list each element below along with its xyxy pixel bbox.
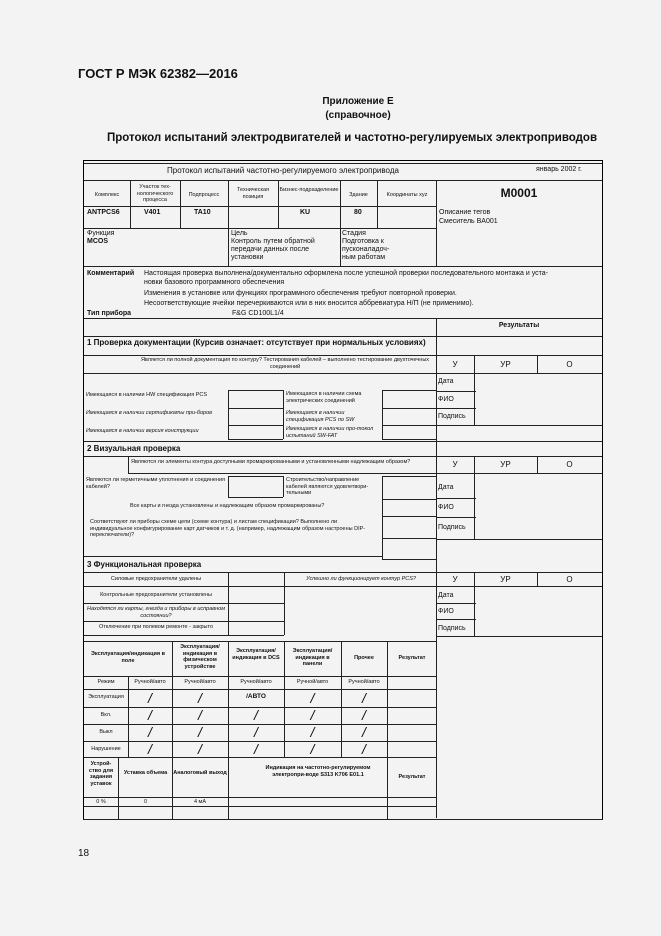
- op-cell: /: [362, 724, 366, 740]
- op-mode-value: Ручной/авто: [240, 679, 272, 685]
- purpose-value: Контроль путем обратной передачи данных после установки: [231, 238, 315, 261]
- op-cell: /: [254, 707, 258, 723]
- s1-col-ur: УР: [500, 360, 511, 369]
- device-type-label: Тип прибора: [87, 310, 132, 317]
- value-subprocess: TA10: [194, 209, 211, 216]
- op-cell: /: [198, 741, 202, 757]
- appendix-note: (справочное): [325, 110, 391, 121]
- s2-col-ur: УР: [500, 460, 511, 469]
- op-mode-value: Ручной/авто: [348, 679, 380, 685]
- value-complex: ANTPCS6: [87, 209, 120, 216]
- device-type-value: F&G CD100L1/4: [232, 310, 284, 317]
- op-cell: /: [148, 724, 152, 740]
- s1-item-sw-fat: Имеющаяся в наличии про-токол испытаний SW-FAT: [286, 426, 374, 439]
- value-building: 80: [354, 209, 362, 216]
- col-header-building: Здание: [349, 192, 368, 198]
- comment-line-2: новки базового программного обеспечения: [144, 279, 285, 286]
- s1-item-certificates: Имеющаяся в наличии сертификаты при-боров: [86, 410, 213, 416]
- section-1-question: Является ли полной документация по контуру? Тестирования кабелей – выполнено тестирование двухточечных соединений: [140, 357, 430, 370]
- op-mode-value: Ручной/авто: [184, 679, 216, 685]
- section-2-question: Являются ли элементы контура доступными промаркированными и установленными надлежащим образом?: [131, 459, 411, 465]
- op-cell: /: [148, 690, 152, 706]
- s1-item-hw-spec: Имеющаяся в наличии HW спецификация PCS: [86, 392, 208, 398]
- stage-value: Подготовка к пусконаладоч-ным работам: [342, 238, 390, 261]
- set-header-result: Результат: [398, 774, 426, 780]
- col-header-coords: Координаты xyz: [386, 192, 428, 198]
- op-cell: /: [362, 690, 366, 706]
- protocol-date: январь 2002 г.: [536, 166, 582, 173]
- op-header-physical: Эксплуатация/индикация в физическом устройстве: [180, 644, 220, 670]
- comment-line-4: Несоответствующие ячейки перечеркиваются или в них вносится аббревиатура Н/П (не применимо).: [144, 300, 474, 307]
- protocol-code: M0001: [500, 186, 538, 200]
- op-cell: /: [148, 741, 152, 757]
- s2-fio-label: ФИО: [438, 504, 454, 511]
- op-cell: /: [148, 707, 152, 723]
- set-header-device: Устрой-ство для задания уставок: [88, 761, 114, 787]
- description-label: Описание тегов: [439, 209, 491, 216]
- value-section: V401: [144, 209, 161, 216]
- comment-line-1: Настоящая проверка выполнена/документально оформлена после успешной проверки последовательного монтажа и уста-: [144, 270, 549, 277]
- op-header-dcs: Эксплуатация/индикация в DCS: [232, 648, 280, 661]
- set-value-setpoint: 0: [143, 799, 148, 805]
- s2-date-label: Дата: [438, 484, 454, 491]
- document-title: Протокол испытаний электродвигателей и частотно-регулируемых электроприводов: [106, 132, 598, 144]
- results-label: Результаты: [498, 322, 540, 329]
- section-3-title: 3 Функциональная проверка: [87, 560, 202, 569]
- op-header-field: Эксплуатация/индикация в поле: [91, 651, 165, 664]
- s2-item-seals: Являются ли герметичными уплотнения и соединения кабелей?: [86, 477, 226, 490]
- function-value: MCOS: [87, 238, 108, 245]
- s3-col-ur: УР: [500, 575, 511, 584]
- op-row-label: Вкл.: [100, 712, 112, 718]
- s1-item-construction: Имеющаяся в наличии версия конструкции: [86, 428, 199, 434]
- op-mode-value: Ручной/авто: [296, 679, 329, 685]
- op-row-label: Выкл: [99, 729, 113, 735]
- s1-item-wiring-diagram: Имеющаяся в наличии схема электрических соединений: [286, 391, 362, 404]
- standard-title: ГОСТ Р МЭК 62382—2016: [78, 66, 238, 81]
- page-number: 18: [78, 848, 90, 859]
- description-value: Смеситель BA001: [439, 218, 498, 225]
- s3-item-field-repair: Отключение при полевом ремонте - закрыто: [98, 624, 214, 630]
- col-header-position: Техническая позиция: [236, 187, 270, 200]
- s2-signature-label: Подпись: [438, 524, 466, 531]
- s1-date-label: Дата: [438, 378, 454, 385]
- op-cell: /: [310, 741, 315, 757]
- op-mode-label: Режим: [97, 679, 115, 685]
- s3-date-label: Дата: [438, 592, 454, 599]
- value-unit: KU: [300, 209, 311, 216]
- s3-signature-label: Подпись: [438, 625, 466, 632]
- s1-item-sw-spec: Имеющаяся в наличии спецификация PCS по SW: [286, 410, 355, 423]
- stage-label: Стадия: [342, 230, 366, 237]
- protocol-heading: Протокол испытаний частотно-регулируемого электропривода: [167, 166, 399, 175]
- set-header-analog: Аналоговый выход: [173, 770, 227, 776]
- purpose-label: Цель: [231, 230, 248, 237]
- s2-col-u: У: [452, 460, 458, 469]
- op-cell: /: [310, 724, 315, 740]
- s3-item-power-fuses: Силовые предохранители удалены: [110, 576, 202, 582]
- op-row-label: Нарушение: [91, 746, 121, 752]
- set-value-device: 0 %: [96, 799, 106, 805]
- s1-col-u: У: [452, 360, 458, 369]
- section-2-title: 2 Визуальная проверка: [87, 444, 181, 453]
- section-1-title: 1 Проверка документации (Курсив означает: отсутствует при нормальных условиях): [87, 338, 426, 347]
- col-header-complex: Комплекс: [94, 192, 120, 198]
- s3-col-o: О: [566, 575, 573, 584]
- s3-item-pcs-loop: Успешно ли функционирует контур PCS?: [306, 576, 416, 582]
- function-label: Функция: [87, 230, 115, 237]
- s3-col-u: У: [452, 575, 458, 584]
- s2-item-conformity: Соответствуют ли приборы схеме цепи (схеме контура) и листам спецификации? Выполнено ли индивидуальное конфигурирование карт датчиков и т. д. (например, надлежащим образом настроены DIP-переключатели)?: [90, 519, 366, 538]
- set-value-analog: 4 мА: [193, 799, 207, 805]
- s3-item-cards-ok: Находятся ли карты, гнезда и приборы в исправном состоянии?: [86, 606, 226, 619]
- op-mode-value: Ручной/авто: [134, 679, 166, 685]
- op-cell: /: [254, 724, 258, 740]
- set-header-setpoint: Уставка объема: [123, 770, 168, 776]
- op-header-panel: Эксплуатация/индикация в панели: [292, 648, 333, 667]
- appendix-label: Приложение Е: [322, 96, 394, 107]
- col-header-subprocess: Подпроцесс: [188, 192, 220, 198]
- col-header-unit: Бизнес-подразделение: [279, 187, 339, 193]
- s2-item-cards: Все карты и гнезда установлены и надлежащим образом промаркированы?: [130, 503, 325, 509]
- s1-fio-label: ФИО: [438, 396, 454, 403]
- s3-fio-label: ФИО: [438, 608, 454, 615]
- op-cell: /: [198, 690, 202, 706]
- comment-label: Комментарий: [87, 270, 135, 277]
- op-cell: /: [198, 707, 202, 723]
- s2-col-o: О: [566, 460, 573, 469]
- op-cell: /: [198, 724, 202, 740]
- col-header-section: Участок тех-нологического процесса: [136, 184, 174, 203]
- op-row-label: Эксплуатация: [88, 694, 124, 700]
- s2-item-cable-routing: Строительство/направление кабелей являются удовлетвори-тельными: [286, 477, 369, 496]
- set-header-indication: Индикация на частотно-регулируемом электропри-воде S313 K706 E01.1: [265, 765, 371, 778]
- op-cell: /: [310, 707, 315, 723]
- op-cell: /: [362, 741, 366, 757]
- s1-col-o: О: [566, 360, 573, 369]
- op-header-result: Результат: [398, 655, 426, 661]
- op-cell: /: [362, 707, 366, 723]
- op-cell: /: [254, 741, 258, 757]
- op-cell: /АВТО: [246, 693, 266, 700]
- comment-line-3: Изменения в установке или функциях программного обеспечения требуют повторной проверки.: [144, 290, 457, 297]
- op-cell: /: [310, 690, 315, 706]
- op-header-other: Прочее: [354, 655, 374, 661]
- s3-item-control-fuses: Контрольные предохранители установлены: [100, 592, 212, 598]
- s1-signature-label: Подпись: [438, 413, 466, 420]
